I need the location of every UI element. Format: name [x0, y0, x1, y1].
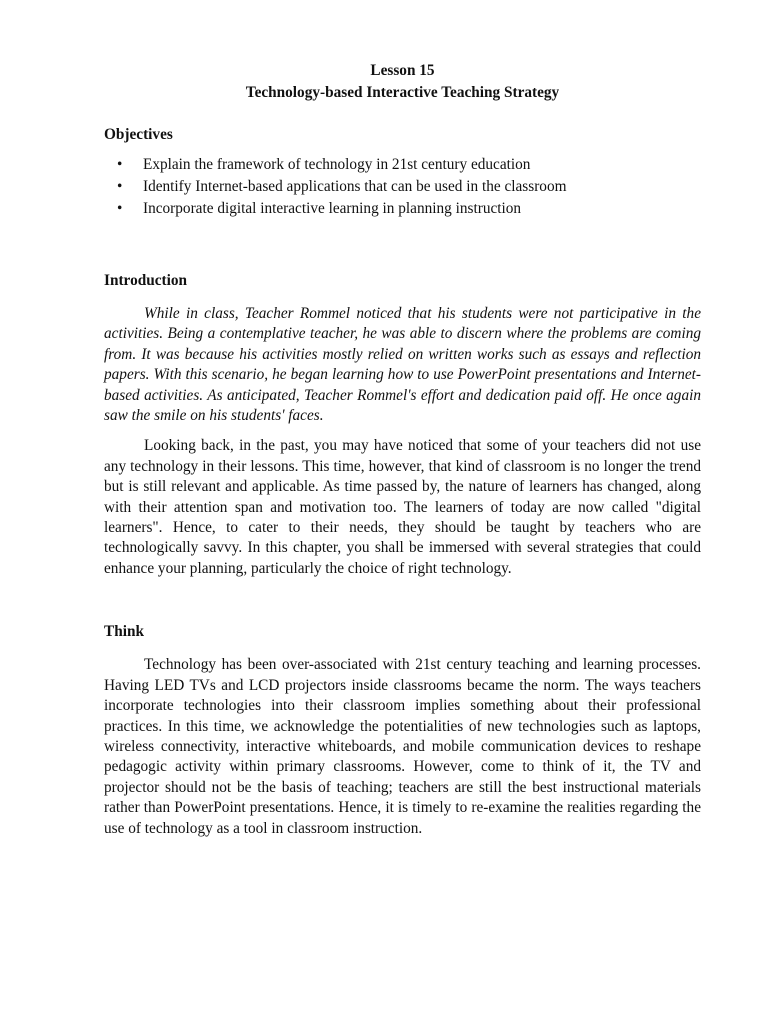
objectives-list	[104, 154, 701, 220]
introduction-heading: Introduction	[104, 272, 188, 289]
introduction-paragraph-2: Looking back, in the past, you may have noticed that some of your teachers did not use any technology in their lessons. This time, however, that kind of classroom is no longer the trend but is still relevant and applicable. As time passed by, the nature of learners has changed, along with their attention span and motivation too. The learners of today are now called "digital learners". Hence, to cater to their needs, they should be taught by teachers who are technologically savvy. In this chapter, you shall be immersed with several strategies that could enhance your planning, particularly the choice of right technology.	[104, 437, 701, 577]
document-page	[104, 60, 701, 839]
list-item	[104, 154, 701, 176]
lesson-number: Lesson 15	[370, 62, 435, 79]
think-paragraph: Technology has been over-associated with 21st century teaching and learning processes. Having LED TVs and LCD projectors inside classrooms became the norm. The ways teachers incorporate technologies into their classroom implies something about their professional practices. In this time, we acknowledge the potentialities of new technologies such as laptops, wireless connectivity, interactive whiteboards, and mobile communication devices to reshape pedagogic activity within primary classrooms. However, come to think of it, the TV and projector should not be the basis of teaching; teachers are still the best instructional materials rather than PowerPoint presentations. Hence, it is timely to re-examine the realities regarding the use of technology as a tool in classroom instruction.	[104, 656, 701, 837]
list-item	[104, 176, 701, 198]
lesson-title: Technology-based Interactive Teaching Strategy	[245, 84, 560, 101]
title-block	[104, 60, 701, 104]
think-heading: Think	[104, 623, 144, 641]
objectives-heading: Objectives	[104, 126, 173, 143]
bullet-icon: •	[117, 200, 123, 217]
bullet-icon: •	[117, 156, 123, 173]
list-item	[104, 198, 701, 220]
objective-text: Explain the framework of technology in 21st century education	[143, 156, 531, 173]
objective-text: Incorporate digital interactive learning in planning instruction	[143, 200, 522, 217]
bullet-icon: •	[117, 178, 123, 195]
objective-text: Identify Internet-based applications that can be used in the classroom	[143, 178, 567, 195]
introduction-paragraph-1: While in class, Teacher Rommel noticed that his students were not participative in the activities. Being a contemplative teacher, he was able to discern where the problems are coming from. It was because his activities mostly relied on written works such as essays and reflection papers. With this scenario, he began learning how to use PowerPoint presentations and Internet-based activities. As anticipated, Teacher Rommel's effort and dedication paid off. He once again saw the smile on his students' faces.	[104, 305, 701, 425]
